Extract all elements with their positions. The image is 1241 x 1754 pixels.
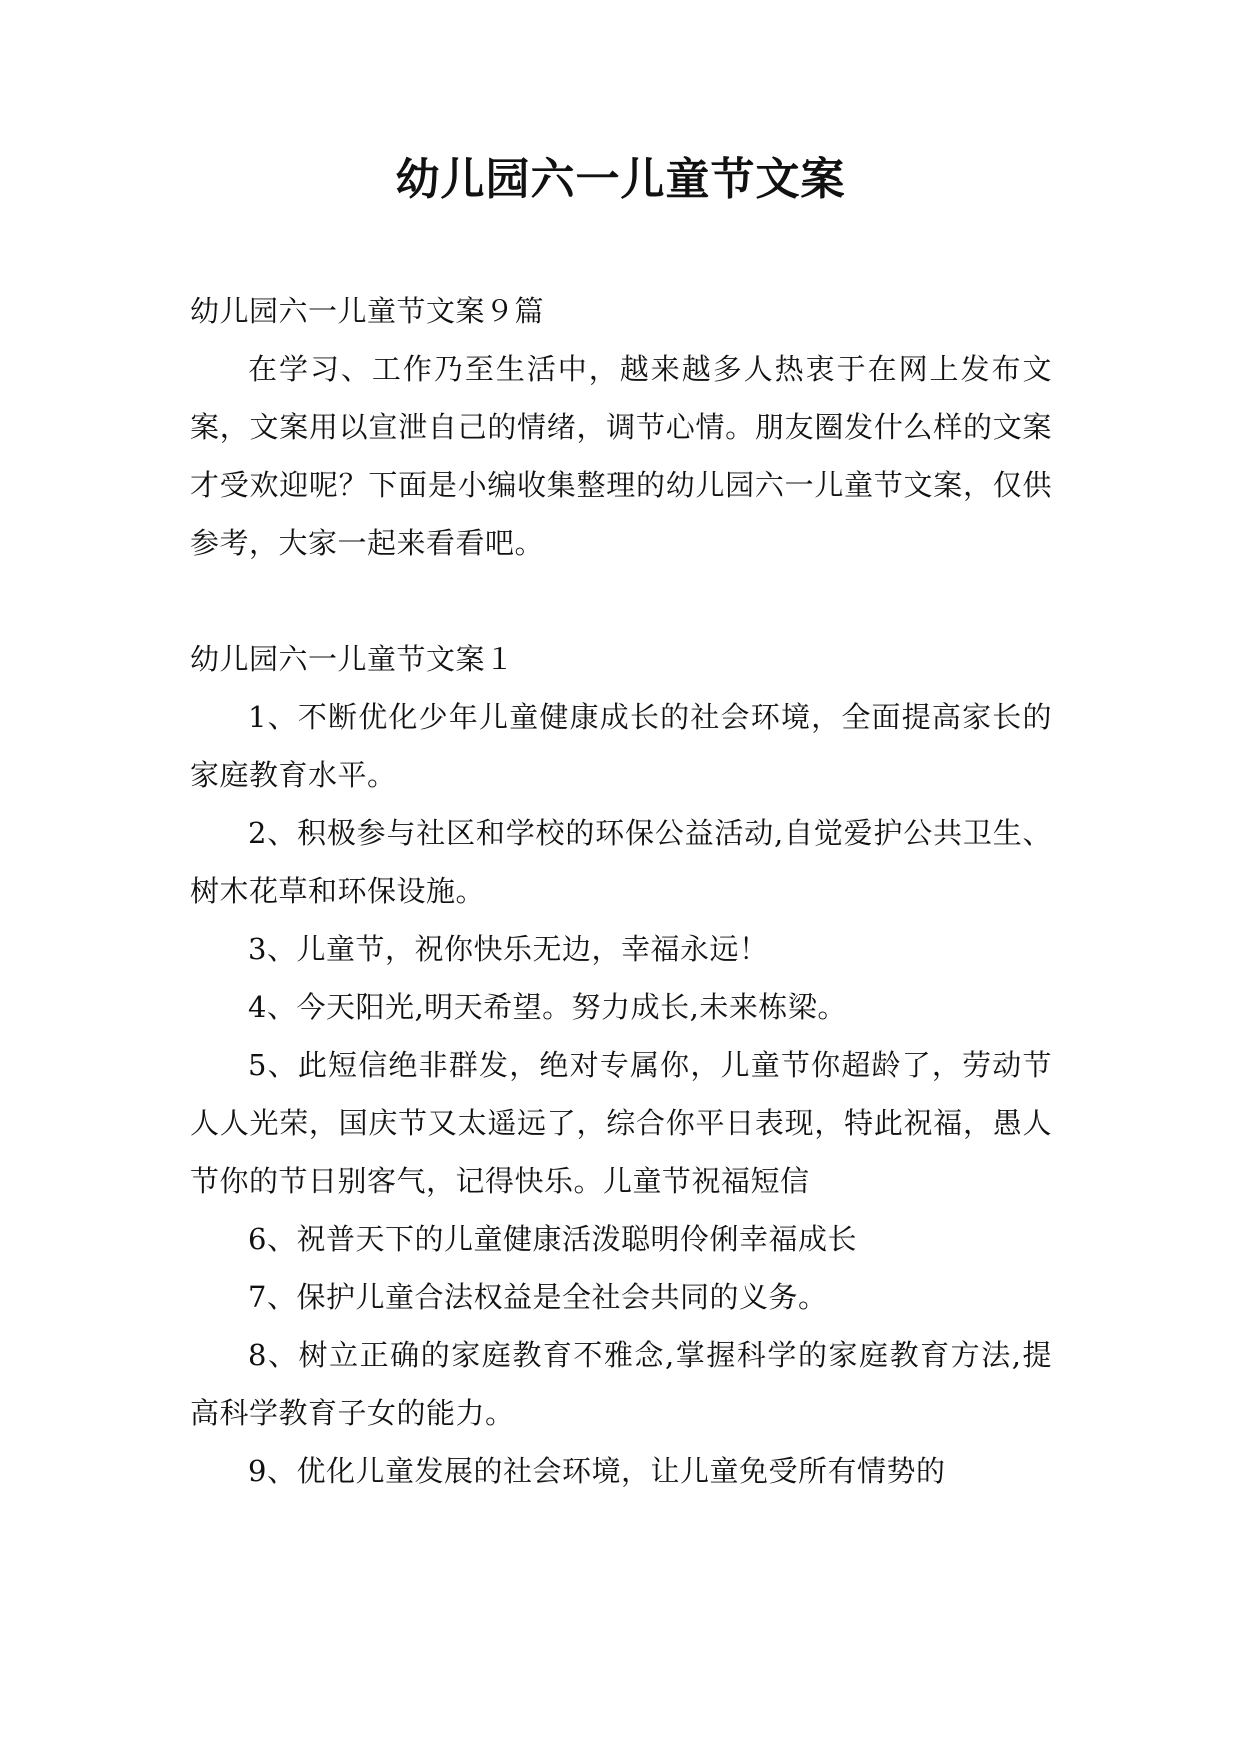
list-item-2: 2、积极参与社区和学校的环保公益活动,自觉爱护公共卫生、树木花草和环保设施。 xyxy=(190,816,1052,908)
section-heading: 幼儿园六一儿童节文案１ xyxy=(190,642,515,676)
list-item-8: 8、树立正确的家庭教育不雅念,掌握科学的家庭教育方法,提高科学教育子女的能力。 xyxy=(190,1338,1052,1430)
list-item-4: 4、今天阳光,明天希望。努力成长,未来栋梁。 xyxy=(248,990,847,1024)
intro-paragraph: 在学习、工作乃至生活中，越来越多人热衷于在网上发布文案，文案用以宣泄自己的情绪，调节心情。朋友圈发什么样的文案才受欢迎呢？下面是小编收集整理的幼儿园六一儿童节文案，仅供参考，大家一起来看看吧。 xyxy=(190,352,1052,560)
list-item-9: 9、优化儿童发展的社会环境，让儿童免受所有情势的 xyxy=(248,1454,946,1488)
document-title: 幼儿园六一儿童节文案 xyxy=(395,154,846,205)
section-spacer xyxy=(190,572,1052,630)
list-item-6: 6、祝普天下的儿童健康活泼聪明伶俐幸福成长 xyxy=(248,1222,857,1256)
list-item-7: 7、保护儿童合法权益是全社会共同的义务。 xyxy=(248,1280,828,1314)
list-item-5: 5、此短信绝非群发，绝对专属你，儿童节你超龄了，劳动节人人光荣，国庆节又太遥远了，综合你平日表现，特此祝福，愚人节你的节日别客气，记得快乐。儿童节祝福短信 xyxy=(190,1048,1052,1198)
document-body xyxy=(190,282,1052,1500)
document-subtitle: 幼儿园六一儿童节文案９篇 xyxy=(190,294,545,328)
list-item-3: 3、儿童节，祝你快乐无边，幸福永远！ xyxy=(248,932,769,966)
list-item-1: 1、不断优化少年儿童健康成长的社会环境，全面提高家长的家庭教育水平。 xyxy=(190,700,1052,792)
